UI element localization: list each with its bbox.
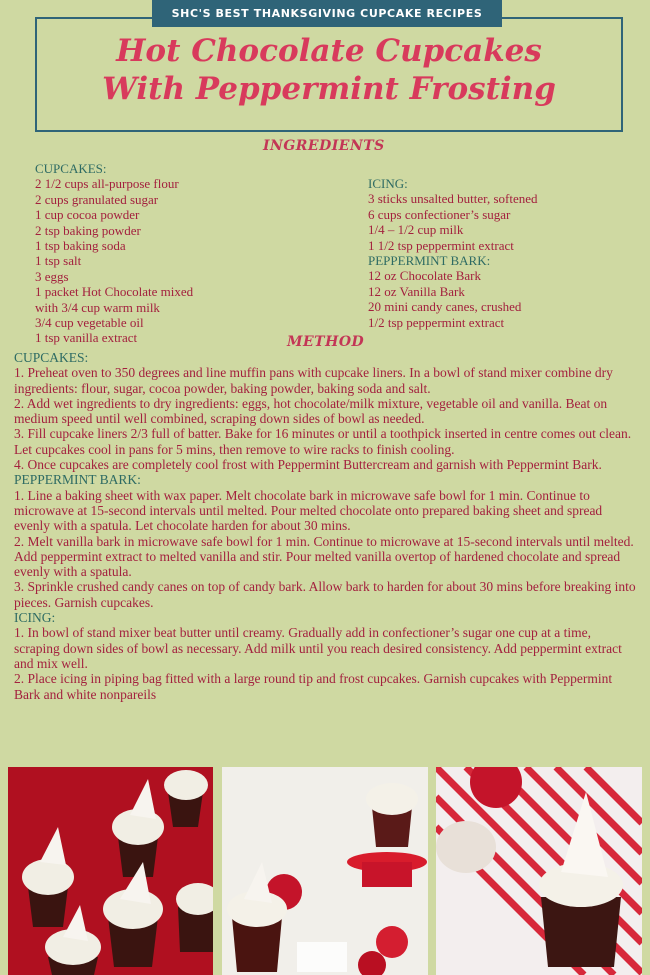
method-step: 1. Line a baking sheet with wax paper. Melt chocolate bark in microwave safe bowl for 1 min. Continue to microwave at 15-second intervals until melted. Pour melted chocolate onto prepared baking sheet and spread evenly with a spatula. Let chocolate harden for about 30 mins. — [14, 487, 603, 534]
method-step: 2. Melt vanilla bark in microwave safe bowl for 1 min. Continue to microwave at 15-second intervals until melted. — [14, 533, 634, 549]
method-step: 3. Sprinkle crushed candy canes on top of candy bark. Allow bark to harden for about 30 mins before breaking into pieces. Garnish cupcakes. — [14, 579, 636, 610]
photo-cupcakes-red-background — [8, 767, 213, 975]
ingredient-item: 1/2 tsp peppermint extract — [368, 314, 505, 330]
subheading: CUPCAKES: — [35, 161, 107, 176]
method-step: 2. Add wet ingredients to dry ingredients: eggs, hot chocolate/milk mixture, vegetable oil and vanilla. Beat on medium speed until well combined, scraping down sides of bowl as needed. — [14, 395, 608, 427]
method-text — [14, 350, 638, 702]
ingredient-item: 1 cup cocoa powder — [35, 207, 140, 223]
ingredient-item: 1 tsp baking soda — [35, 238, 126, 254]
title-line-2: With Peppermint Frosting — [102, 71, 556, 107]
method-heading: METHOD — [287, 334, 365, 350]
method-step: 1. Preheat oven to 350 degrees and line muffin pans with cupcake liners. In a bowl of stand mixer combine dry ingredients: flour, sugar, cocoa powder, baking powder, baking soda and salt. — [14, 365, 613, 396]
header-banner: SHC'S BEST THANKSGIVING CUPCAKE RECIPES — [152, 0, 502, 27]
subheading: PEPPERMINT BARK: — [14, 472, 141, 488]
ingredient-item: 20 mini candy canes, crushed — [368, 299, 522, 315]
method-step: 1. In bowl of stand mixer beat butter until creamy. Gradually add in confectioner’s sugar one cup at a time, scraping down sides of bowl as necessary. Add milk until you reach desired consistency. Add peppermint extract and mix well. — [14, 625, 622, 671]
photo-cupcakes-white-table — [222, 767, 428, 975]
ingredient-item: 1 packet Hot Chocolate mixed — [35, 284, 194, 300]
subheading: CUPCAKES: — [14, 350, 89, 365]
ingredient-item: 1/4 – 1/2 cup milk — [368, 222, 464, 238]
subheading: PEPPERMINT BARK: — [368, 253, 491, 269]
ingredient-item: 3/4 cup vegetable oil — [35, 315, 144, 331]
ingredient-item: 3 eggs — [35, 268, 69, 284]
ingredient-item: 1 1/2 tsp peppermint extract — [368, 237, 514, 253]
title-line-1: Hot Chocolate Cupcakes — [116, 33, 542, 69]
ingredient-item: 2 1/2 cups all-purpose flour — [35, 176, 179, 192]
ingredients-heading: INGREDIENTS — [263, 138, 385, 154]
method-step: Add peppermint extract to melted vanilla and stir. Pour melted vanilla overtop of hardened chocolate and spread evenly with a spatula. — [14, 548, 621, 580]
photo-cupcake-striped-towel — [436, 767, 642, 975]
recipe-title — [35, 32, 623, 108]
ingredient-item: 2 tsp baking powder — [35, 222, 141, 238]
method-step: 2. Place icing in piping bag fitted with a large round tip and frost cupcakes. Garnish cupcakes with Peppermint Bark and white nonpareils — [14, 671, 613, 702]
ingredient-item: with 3/4 cup warm milk — [35, 299, 160, 315]
method-step: 3. Fill cupcake liners 2/3 full of batter. Bake for 16 minutes or until a toothpick inserted in centre comes out clean. Let cupcakes cool in pans for 5 mins, then remove to wire racks to finish cooling. — [14, 426, 632, 457]
subheading: ICING: — [368, 176, 408, 191]
ingredient-item: 1 tsp vanilla extract — [35, 330, 138, 346]
ingredient-item: 2 cups granulated sugar — [35, 191, 159, 207]
ingredient-item: 1 tsp salt — [35, 253, 82, 269]
ingredient-item: 12 oz Vanilla Bark — [368, 283, 465, 299]
method-step: 4. Once cupcakes are completely cool frost with Peppermint Buttercream and garnish with Peppermint Bark. — [14, 457, 602, 473]
ingredient-item: 12 oz Chocolate Bark — [368, 268, 481, 284]
ingredients-right-column — [368, 176, 538, 330]
ingredient-item: 6 cups confectioner’s sugar — [368, 206, 511, 222]
subheading: ICING: — [14, 610, 56, 626]
ingredient-item: 3 sticks unsalted butter, softened — [368, 191, 538, 207]
ingredients-left-column — [35, 161, 193, 346]
